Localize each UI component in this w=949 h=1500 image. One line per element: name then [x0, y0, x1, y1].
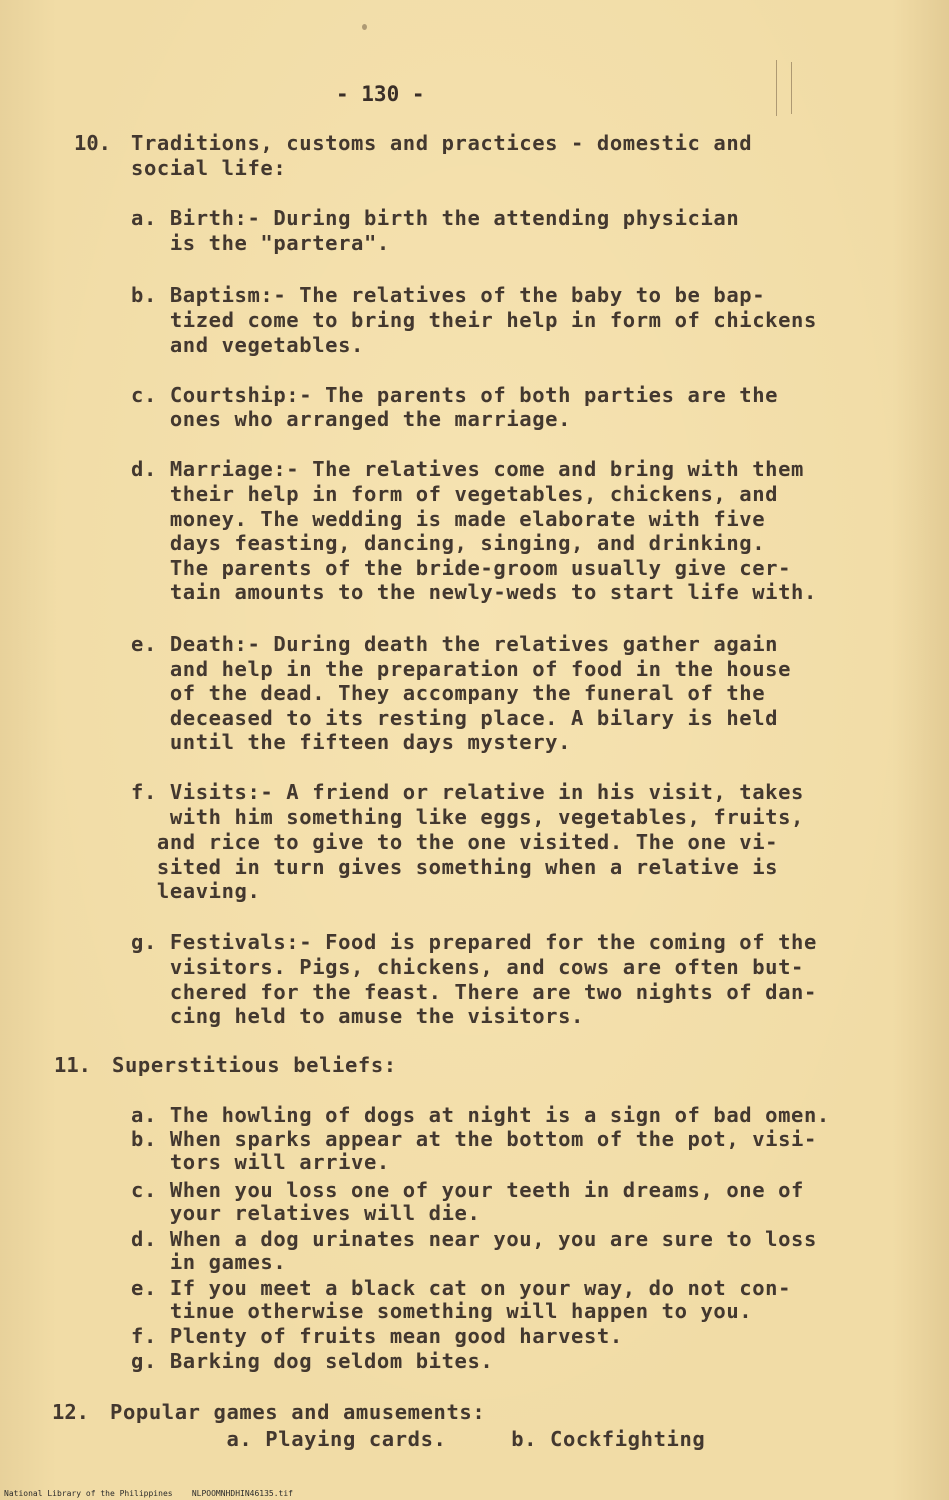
section-heading-line: social life: — [131, 156, 287, 180]
list-item-line: f. Visits:- A friend or relative in his visit, takes — [131, 780, 804, 804]
list-item-line: e. If you meet a black cat on your way, do not con- — [131, 1276, 792, 1300]
list-item-line: d. When a dog urinates near you, you are sure to loss — [131, 1227, 817, 1251]
list-item-line: g. Barking dog seldom bites. — [131, 1349, 494, 1373]
list-item-line: sited in turn gives something when a relative is — [131, 855, 779, 879]
archive-footer: National Library of the Philippines NLPOOMNHDHIN46135.tif — [4, 1489, 293, 1498]
section-heading-line: Traditions, customs and practices - domestic and — [131, 131, 753, 155]
list-item-line: a. The howling of dogs at night is a sign of bad omen. — [131, 1103, 830, 1127]
list-item-line: money. The wedding is made elaborate with five — [131, 507, 766, 531]
list-item-line: days feasting, dancing, singing, and drinking. — [131, 531, 766, 555]
list-item-line: b. When sparks appear at the bottom of the pot, visi- — [131, 1127, 817, 1151]
section-number: 12. — [52, 1400, 90, 1424]
list-item-line: is the "partera". — [131, 231, 390, 255]
section-number: 10. — [74, 131, 112, 155]
margin-mark — [791, 62, 792, 114]
list-item-line: tain amounts to the newly-weds to start life with. — [131, 580, 817, 604]
list-item-line: of the dead. They accompany the funeral of the — [131, 681, 766, 705]
list-item-line: b. Baptism:- The relatives of the baby to be bap- — [131, 283, 766, 307]
list-item-line: a. Birth:- During birth the attending physician — [131, 206, 740, 230]
list-item-line: and vegetables. — [131, 333, 364, 357]
list-item-line: and help in the preparation of food in the house — [131, 657, 792, 681]
list-item-line: with him something like eggs, vegetables, fruits, — [131, 805, 804, 829]
section-heading-line: Superstitious beliefs: — [112, 1053, 397, 1077]
list-item-line: e. Death:- During death the relatives gather again — [131, 632, 779, 656]
list-item-line: their help in form of vegetables, chickens, and — [131, 482, 779, 506]
list-item-line: ones who arranged the marriage. — [131, 407, 572, 431]
list-item-line: g. Festivals:- Food is prepared for the coming of the — [131, 930, 817, 954]
list-item-line: f. Plenty of fruits mean good harvest. — [131, 1324, 623, 1348]
ink-dot — [362, 24, 367, 30]
margin-mark — [776, 60, 777, 116]
list-item-line: The parents of the bride-groom usually give cer- — [131, 556, 792, 580]
list-item-line: leaving. — [131, 879, 261, 903]
section-number: 11. — [54, 1053, 92, 1077]
section-heading-line: a. Playing cards. b. Cockfighting — [110, 1427, 706, 1451]
section-heading-line: Popular games and amusements: — [110, 1400, 486, 1424]
list-item-line: c. Courtship:- The parents of both parties are the — [131, 383, 779, 407]
list-item-line: c. When you loss one of your teeth in dreams, one of — [131, 1178, 804, 1202]
list-item-line: in games. — [131, 1250, 287, 1274]
page-number: - 130 - — [336, 82, 425, 106]
list-item-line: cing held to amuse the visitors. — [131, 1004, 584, 1028]
list-item-line: visitors. Pigs, chickens, and cows are often but- — [131, 955, 804, 979]
list-item-line: tized come to bring their help in form of chickens — [131, 308, 817, 332]
list-item-line: d. Marriage:- The relatives come and bring with them — [131, 457, 804, 481]
list-item-line: deceased to its resting place. A bilary is held — [131, 706, 779, 730]
list-item-line: your relatives will die. — [131, 1201, 481, 1225]
list-item-line: tors will arrive. — [131, 1150, 390, 1174]
list-item-line: and rice to give to the one visited. The one vi- — [131, 830, 779, 854]
list-item-line: tinue otherwise something will happen to you. — [131, 1299, 753, 1323]
list-item-line: until the fifteen days mystery. — [131, 730, 572, 754]
list-item-line: chered for the feast. There are two nights of dan- — [131, 980, 817, 1004]
